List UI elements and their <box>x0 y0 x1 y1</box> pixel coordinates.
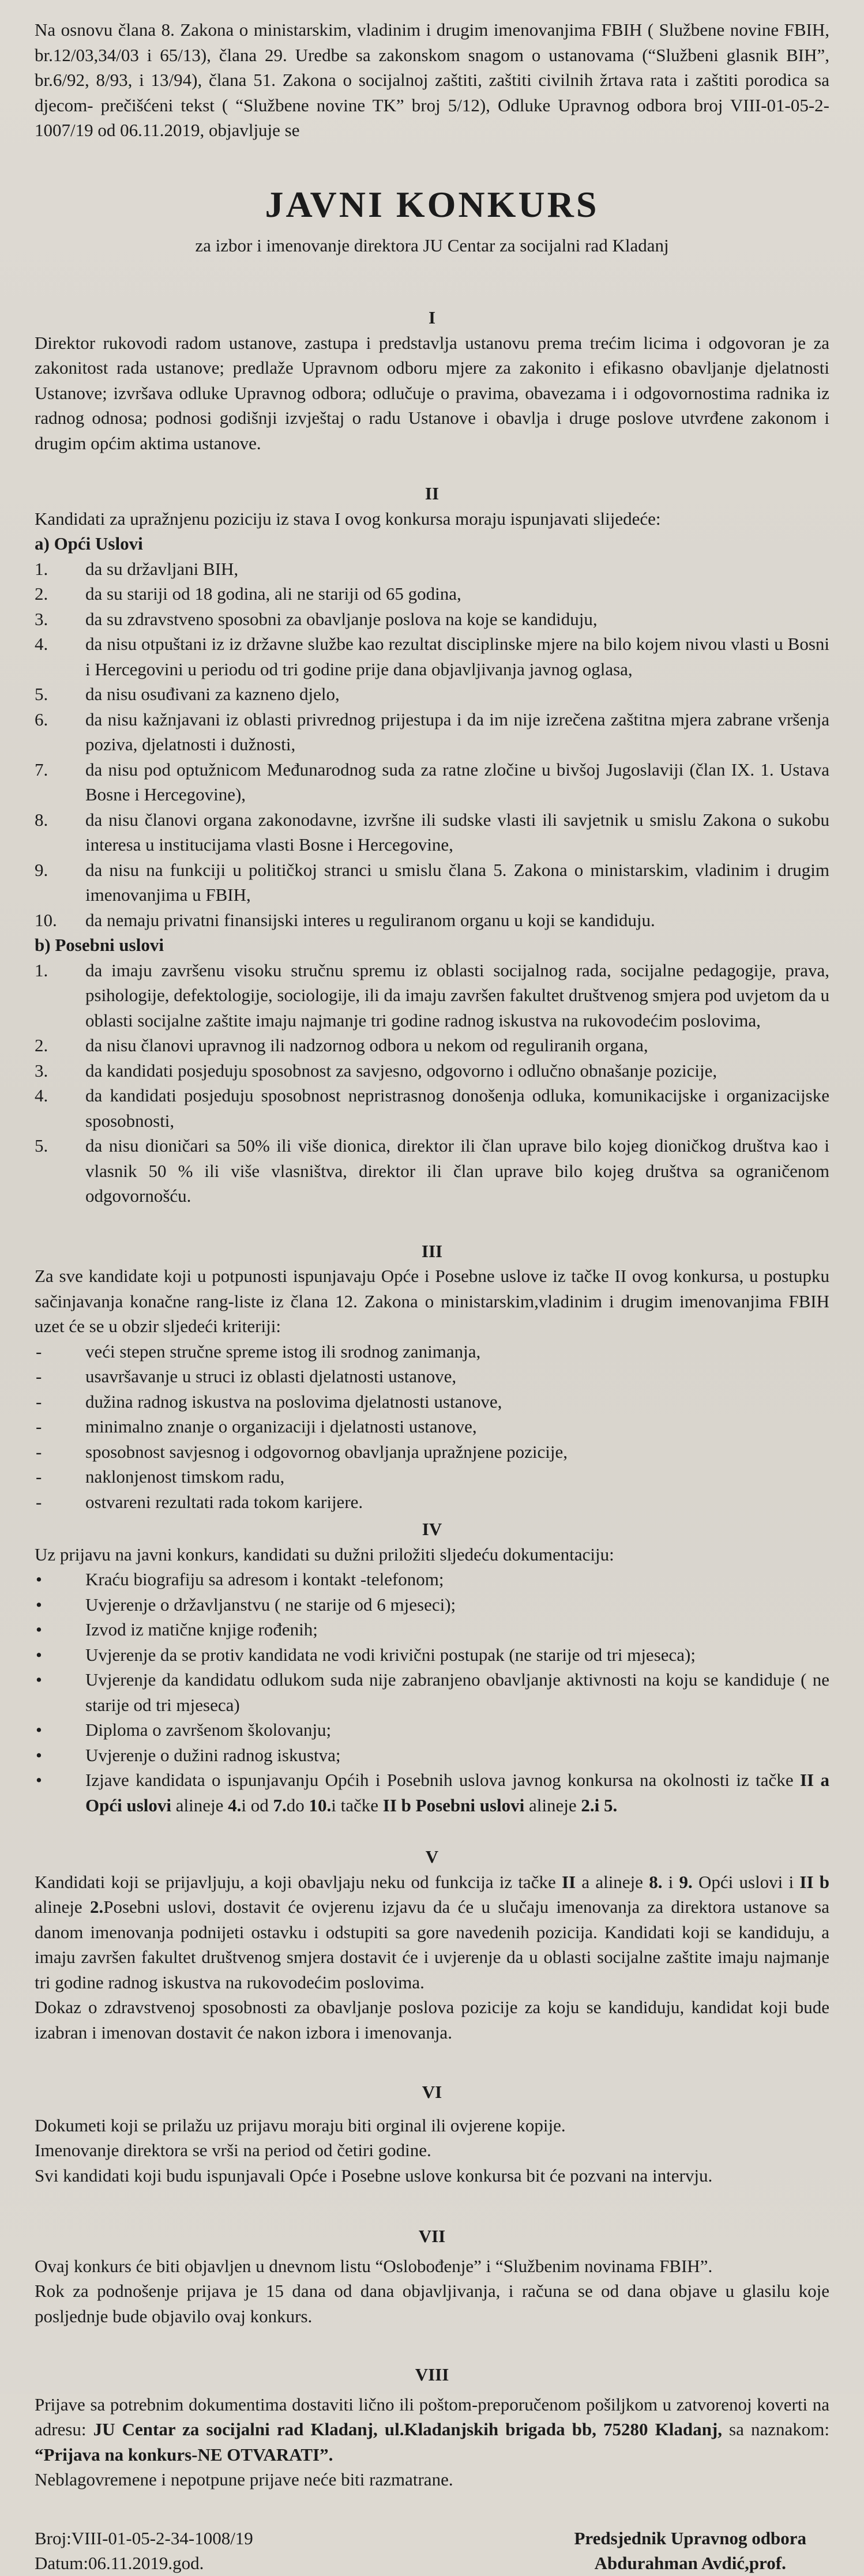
list-item: • Uvjerenje da se protiv kandidata ne vodi krivični postupak (ne starije od tri mjeseca); <box>36 1644 696 1665</box>
section-7-number: VII <box>418 2226 446 2246</box>
section-5-number: V <box>425 1847 439 1867</box>
list-item: • Uvjerenje o državljanstvu ( ne starije od 6 mjeseci); <box>36 1594 456 1615</box>
list-item: • Izvod iz matične knjige rođenih; <box>36 1619 318 1639</box>
list-item: - naklonjenost timskom radu, <box>36 1466 285 1487</box>
section-4-lead: Uz prijavu na javni konkurs, kandidati su dužni priložiti sljedeću dokumentaciju: <box>35 1544 614 1565</box>
section-6-line: Imenovanje direktora se vrši na period od četiri godine. <box>35 2140 431 2160</box>
list-item: 5. da nisu dioničari sa 50% ili više dionica, direktor ili član uprave bilo kojeg dioničkog društva kao i vlasnik 50 % ili više vlasništva, direktor ili član uprave bilo kojeg društva sa ograničenom odgovornošću. <box>35 1135 829 1206</box>
list-item: • Kraću biografiju sa adresom i kontakt -telefonom; <box>36 1569 444 1589</box>
section-8-paragraph-2: Neblagovremene i nepotpune prijave neće biti razmatrane. <box>35 2469 453 2489</box>
criteria-list <box>35 1339 829 1515</box>
page-subtitle: za izbor i imenovanje direktora JU Centar za socijalni rad Kladanj <box>195 235 669 255</box>
list-item: 2. da su stariji od 18 godina, ali ne stariji od 65 godina, <box>35 584 461 604</box>
list-item: 4. da kandidati posjeduju sposobnost nepristrasnog donošenja odluka, komunikacijske i organizacijske sposobnosti, <box>35 1085 829 1131</box>
section-6 <box>35 2079 829 2188</box>
special-conditions-heading: b) Posebni uslovi <box>35 935 164 955</box>
list-item: - usavršavanje u struci iz oblasti djelatnosti ustanove, <box>36 1366 457 1386</box>
reference-number: Broj:VIII-01-05-2-34-1008/19 <box>35 2528 253 2548</box>
section-2-lead: Kandidati za upražnjenu poziciju iz stava I ovog konkursa moraju ispunjavati slijedeće: <box>35 508 661 529</box>
list-item: • Uvjerenje o dužini radnog iskustva; <box>36 1744 341 1765</box>
section-6-number: VI <box>422 2082 442 2102</box>
list-item: - veći stepen stručne spreme istog ili srodnog zanimanja, <box>36 1341 481 1362</box>
section-2-number: II <box>425 483 439 503</box>
list-item: 3. da kandidati posjeduju sposobnost za savjesno, odgovorno i odlučno obnašanje pozicije, <box>35 1060 718 1081</box>
section-7-paragraph-2: Rok za podnošenje prijava je 15 dana od dana objavljivanja, i računa se od dana objave u glasilu koje posljednje bude objavilo ovaj konkurs. <box>35 2281 829 2326</box>
list-item: 10. da nemaju privatni finansijski interes u reguliranom organu u koji se kandiduju. <box>35 909 655 930</box>
section-3-lead: Za sve kandidate koji u potpunosti ispunjavaju Opće i Posebne uslove iz tačke II ovog konkursa, u postupku sačinjavanja konačne rang-liste iz člana 12. Zakona o ministarskim,vladinim i drugim imenovanjima FBIH uzet će se u obzir sljedeći kriteriji: <box>35 1266 829 1336</box>
section-7-paragraph-1: Ovaj konkurs će biti objavljen u dnevnom listu “Oslobođenje” i “Službenim novinama FBIH”. <box>35 2255 713 2276</box>
signatory-title: Predsjednik Upravnog odbora <box>574 2528 806 2548</box>
general-conditions-list <box>35 556 829 933</box>
list-item: • Izjave kandidata o ispunjavanju Općih i Posebnih uslova javnog konkursa na okolnosti iz tačke II a Opći uslovi alineje 4.i od 7.do 10.i tačke II b Posebni uslovi alineje 2.i 5. <box>36 1770 829 1815</box>
section-3-number: III <box>421 1240 443 1261</box>
section-6-line: Svi kandidati koji budu ispunjavali Opće i Posebne uslove konkursa bit će pozvani na intervju. <box>35 2165 713 2186</box>
footer <box>35 2526 829 2576</box>
list-item: 7. da nisu pod optužnicom Međunarodnog suda za ratne zločine u bivšoj Jugoslaviji (član IX. 1. Ustava Bosne i Hercegovine), <box>35 759 829 804</box>
section-8 <box>35 2362 829 2492</box>
list-item: 5. da nisu osuđivani za kazneno djelo, <box>35 684 340 704</box>
section-5-paragraph-1: Kandidati koji se prijavljuju, a koji obavljaju neku od funkcija iz tačke II a alineje 8. i 9. Opći uslovi i II b alineje 2.Posebni uslovi, dostavit će ovjerenu izjavu da će u slučaju imenovanja za direktora ustanove sa danom imenovanja podnijeti ostavku i odstupiti sa gore navedenih pozicija. Kandidati koji se kandiduju, a imaju završen fakultet društvenog smjera dostavit će i uvjerenje da u oblasti socijalne zaštite imaju najmanje tri godine radnog iskustva na rukovodećim poslovima. <box>35 1871 829 1992</box>
section-5 <box>35 1844 829 2045</box>
documents-list <box>35 1567 829 1818</box>
section-3 <box>35 1239 829 1515</box>
list-item: • Uvjerenje da kandidatu odlukom suda nije zabranjeno obavljanje aktivnosti na koju se kandiduje ( ne starije od tri mjeseca) <box>36 1669 829 1715</box>
footer-signature <box>574 2526 830 2576</box>
list-item: • Diploma o završenom školovanju; <box>36 1720 332 1740</box>
list-item: 8. da nisu članovi organa zakonodavne, izvršne ili sudske vlasti ili savjetnik u smislu Zakona o sukobu interesa u institucijama vlasti Bosne i Hercegovine, <box>35 809 829 855</box>
list-item: 2. da nisu članovi upravnog ili nadzornog odbora u nekom od reguliranih organa, <box>35 1035 648 1055</box>
section-8-paragraph-1: Prijave sa potrebnim dokumentima dostaviti lično ili poštom-preporučenom pošiljkom u zatvorenoj koverti na adresu: JU Centar za socijalni rad Kladanj, ul.Kladanjskih brigada bb, 75280 Kladanj, sa naznakom: “Prijava na konkurs-NE OTVARATI”. <box>35 2394 829 2465</box>
intro-paragraph: Na osnovu člana 8. Zakona o ministarskim, vladinim i drugim imenovanjima FBIH ( Službene novine FBIH, br.12/03,34/03 i 65/13), člana 29. Uredbe sa zakonskom snagom o ustanovama (“Službeni glasnik BIH”, br.6/92, 8/93, i 13/94), člana 51. Zakona o socijalnoj zaštiti, zaštiti civilnih žrtava rata i zaštiti porodica sa djecom- prečišćeni tekst ( “Službene novine TK” broj 5/12), Odluke Upravnog odbora broj VIII-01-05-2-1007/19 od 06.11.2019, objavljuje se <box>35 20 829 140</box>
section-6-line: Dokumeti koji se prilažu uz prijavu moraju biti orginal ili ovjerene kopije. <box>35 2115 566 2135</box>
list-item: 6. da nisu kažnjavani iz oblasti privrednog prijestupa i da im nije izrečena zaštitna mjera zabrane vršenja poziva, djelatnosti i dužnosti, <box>35 709 829 754</box>
general-conditions-heading: a) Opći Uslovi <box>35 533 143 554</box>
special-conditions-list <box>35 958 829 1209</box>
signatory-name: Abdurahman Avdić,prof. <box>594 2553 786 2573</box>
list-item: 4. da nisu otpuštani iz iz državne službe kao rezultat disciplinske mjere na bilo kojem nivou vlasti u Bosni i Hercegovini u periodu od tri godine prije dana objavljivanja javnog oglasa, <box>35 634 829 679</box>
section-1-text: Direktor rukovodi radom ustanove, zastupa i predstavlja ustanovu prema trećim licima i odgovoran je za zakonitost rada ustanove; predlaže Upravnom odboru mjere za zakonito i efikasno obavljanje djelatnosti Ustanove; izvršava odluke Upravnog odbora; odlučuje o pravima, obavezama i i odgovornostima radnika iz radnog odnosa; podnosi godišnji izvještaj o radu Ustanove i obavlja i druge poslove utvrđene zakonom i drugim općim aktima ustanove. <box>35 332 829 453</box>
page-title: JAVNI KONKURS <box>265 183 599 225</box>
list-item: 1. da su državljani BIH, <box>35 558 239 579</box>
reference-date: Datum:06.11.2019.god. <box>35 2553 204 2573</box>
list-item: 9. da nisu na funkciji u političkoj stranci u smislu člana 5. Zakona o ministarskim, vladinim i drugim imenovanjima u FBIH, <box>35 859 829 905</box>
section-4 <box>35 1517 829 1818</box>
list-item: 3. da su zdravstveno sposobni za obavljanje poslova na koje se kandiduju, <box>35 608 598 629</box>
section-1 <box>35 305 829 456</box>
list-item: - minimalno znanje o organizaciji i djelatnosti ustanove, <box>36 1416 477 1436</box>
list-item: 1. da imaju završenu visoku stručnu spremu iz oblasti socijalnog rada, socijalne pedagogije, prava, psihologije, defektologije, sociologije, ili da imaju završen fakultet društvenog smjera pod uvjetom da u oblasti socijalne zaštite imaju najmanje tri godine radnog iskustva na rukovodećim poslovima, <box>35 960 829 1031</box>
section-7 <box>35 2224 829 2329</box>
list-item: - sposobnost savjesnog i odgovornog obavljanja upražnjene pozicije, <box>36 1441 568 1462</box>
section-4-number: IV <box>422 1519 442 1539</box>
list-item: - dužina radnog iskustva na poslovima djelatnosti ustanove, <box>36 1391 502 1412</box>
section-2 <box>35 481 829 1209</box>
section-1-number: I <box>428 307 436 328</box>
list-item: - ostvareni rezultati rada tokom karijere. <box>36 1491 363 1512</box>
section-8-number: VIII <box>415 2364 449 2385</box>
section-5-paragraph-2: Dokaz o zdravstvenoj sposobnosti za obavljanje poslova pozicije za koju se kandiduju, kandidat koji bude izabran i imenovan dostavit će nakon izbora i imenovanja. <box>35 1997 829 2043</box>
footer-reference <box>35 2526 253 2576</box>
